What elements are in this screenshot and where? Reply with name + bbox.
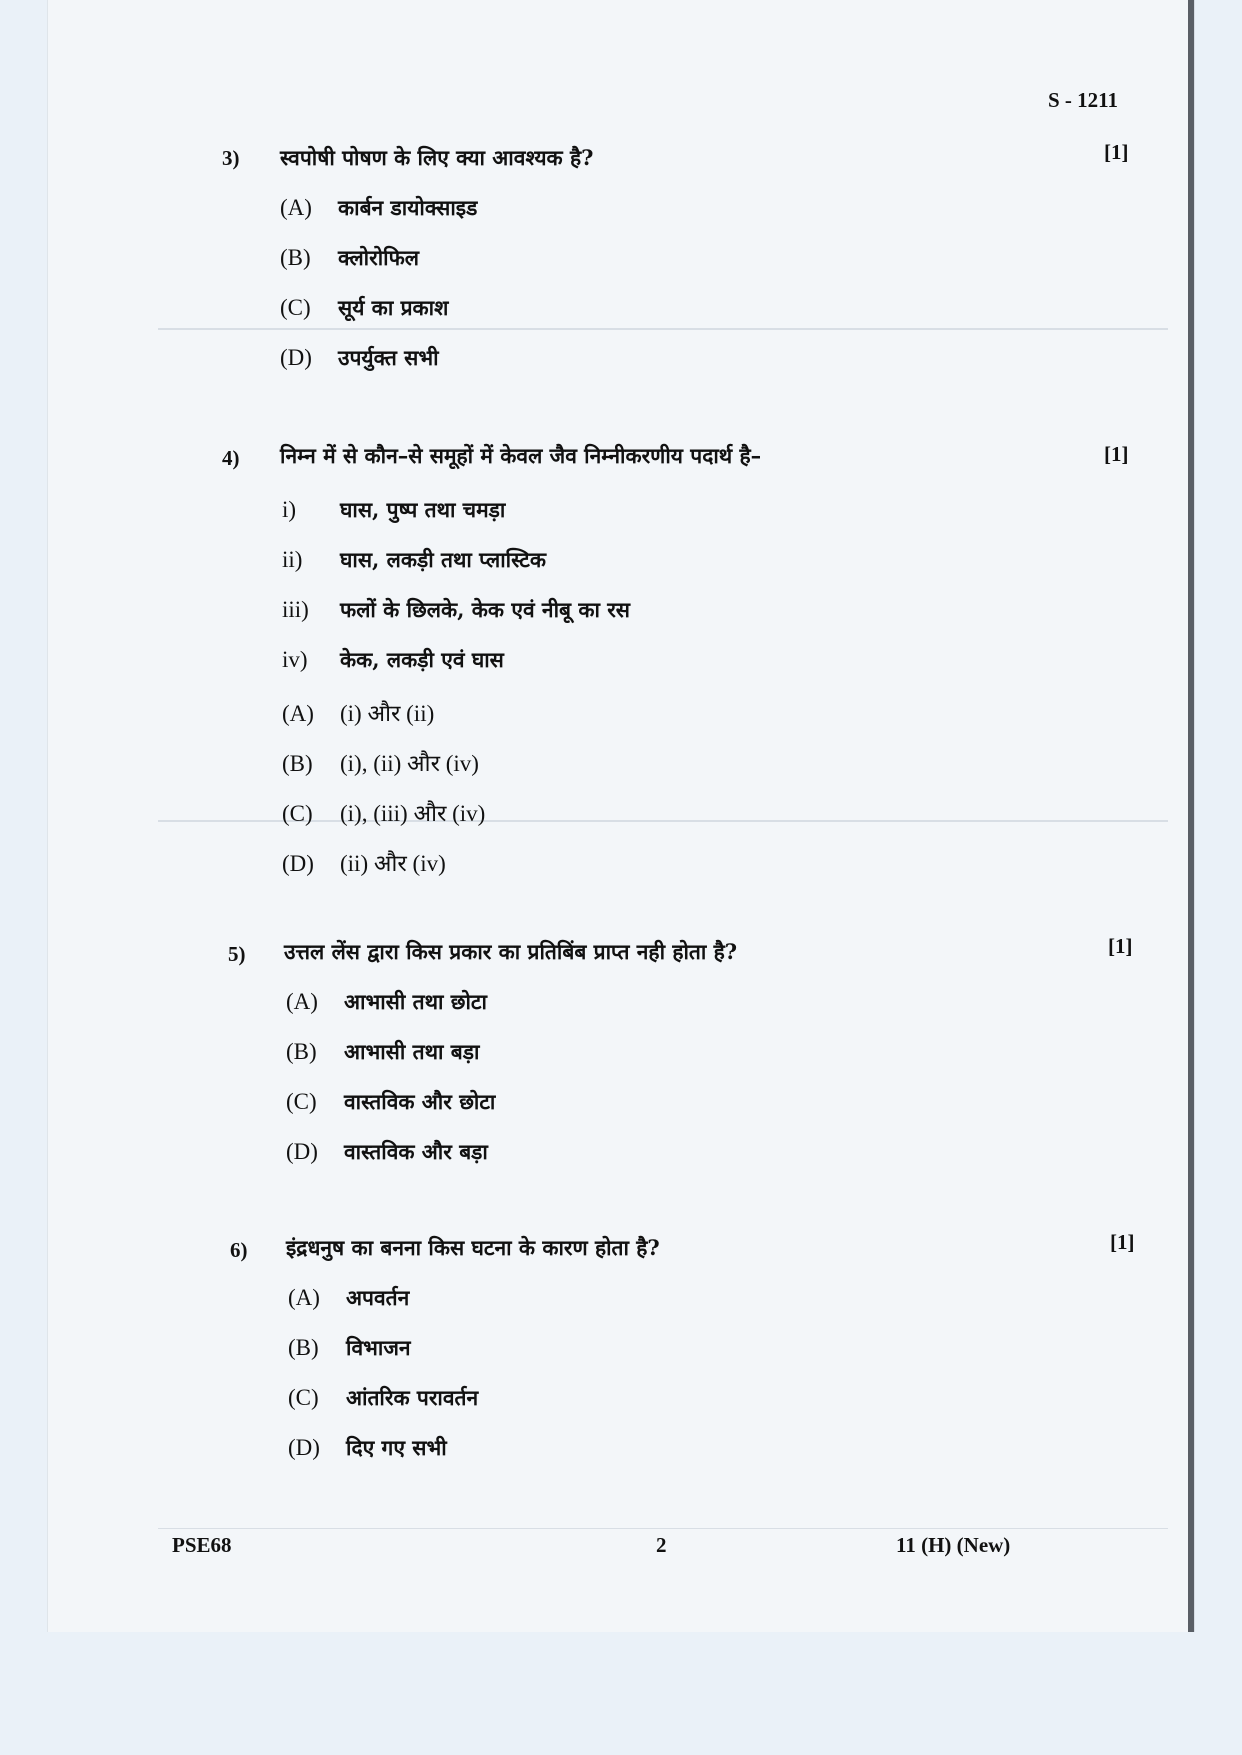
option-c: [280, 294, 448, 322]
question-marks: [1]: [1108, 934, 1133, 958]
option-text: सूर्य का प्रकाश: [338, 295, 449, 320]
sub-item: [282, 496, 505, 524]
option-d: [282, 846, 446, 878]
sub-item: [282, 646, 504, 674]
option-label: (B): [286, 1039, 317, 1064]
option-text: (i), (iii) और (iv): [340, 801, 486, 826]
option-c: [288, 1384, 478, 1412]
question-marks: [1]: [1104, 140, 1129, 164]
option-label: (D): [280, 345, 312, 370]
option-label: (A): [288, 1285, 320, 1310]
option-text: विभाजन: [346, 1335, 411, 1360]
question-text: निम्न में से कौन–से समूहों में केवल जैव निम्नीकरणीय पदार्थ है–: [280, 443, 762, 468]
question-marks: [1]: [1110, 1230, 1135, 1254]
sub-item-label: ii): [282, 547, 303, 572]
option-text: आंतरिक परावर्तन: [346, 1385, 479, 1410]
option-label: (D): [282, 851, 314, 876]
option-a: [282, 696, 434, 728]
option-text: दिए गए सभी: [346, 1435, 447, 1460]
question-marks: [1]: [1104, 442, 1129, 466]
option-d: [280, 344, 439, 372]
sub-item-text: घास, लकड़ी तथा प्लास्टिक: [340, 547, 547, 572]
sub-item-text: घास, पुष्प तथा चमड़ा: [340, 497, 506, 522]
sub-item-text: केक, लकड़ी एवं घास: [340, 647, 504, 672]
footer-page-number: 2: [656, 1533, 667, 1557]
question-number: 5): [228, 942, 246, 966]
option-text: अपवर्तन: [346, 1285, 410, 1310]
sub-item-label: iii): [282, 597, 309, 622]
option-c: [286, 1088, 495, 1116]
option-label: (D): [288, 1435, 320, 1460]
question-number: 4): [222, 446, 240, 470]
option-a: [286, 988, 487, 1016]
option-b: [280, 244, 419, 272]
sub-item: [282, 596, 630, 624]
question-number: 6): [230, 1238, 248, 1262]
option-text: क्लोरोफिल: [338, 245, 420, 270]
question-number: 3): [222, 146, 240, 170]
sub-item-label: iv): [282, 647, 308, 672]
option-text: वास्तविक और बड़ा: [344, 1139, 488, 1164]
option-label: (B): [282, 751, 313, 776]
option-text: (ii) और (iv): [340, 851, 446, 876]
footer-series-code: PSE68: [172, 1533, 232, 1557]
footer-paper-code: 11 (H) (New): [896, 1533, 1011, 1557]
option-label: (A): [282, 701, 314, 726]
option-text: (i), (ii) और (iv): [340, 751, 479, 776]
option-label: (C): [282, 801, 313, 826]
option-text: (i) और (ii): [340, 701, 435, 726]
option-label: (C): [288, 1385, 319, 1410]
option-b: [288, 1334, 411, 1362]
option-text: कार्बन डायोक्साइड: [338, 195, 478, 220]
show-through-rule: [158, 1528, 1168, 1529]
option-text: आभासी तथा छोटा: [344, 989, 487, 1014]
option-label: (B): [280, 245, 311, 270]
sub-item: [282, 546, 546, 574]
question-text: इंद्रधनुष का बनना किस घटना के कारण होता है?: [286, 1235, 660, 1260]
sub-item-text: फलों के छिलके, केक एवं नीबू का रस: [340, 597, 630, 622]
option-label: (A): [280, 195, 312, 220]
paper-code: S - 1211: [1048, 88, 1119, 112]
exam-page: [48, 0, 1194, 1632]
option-label: (B): [288, 1335, 319, 1360]
option-text: आभासी तथा बड़ा: [344, 1039, 480, 1064]
show-through-rule: [158, 328, 1168, 330]
option-label: (C): [280, 295, 311, 320]
option-b: [282, 746, 479, 778]
option-label: (A): [286, 989, 318, 1014]
sub-item-label: i): [282, 497, 297, 522]
option-b: [286, 1038, 479, 1066]
option-label: (D): [286, 1139, 318, 1164]
option-c: [282, 796, 485, 828]
option-text: उपर्युक्त सभी: [338, 345, 439, 370]
question-text: स्वपोषी पोषण के लिए क्या आवश्यक है?: [280, 145, 594, 170]
question-text: उत्तल लेंस द्वारा किस प्रकार का प्रतिबिंब प्राप्त नही होता है?: [284, 939, 738, 964]
option-text: वास्तविक और छोटा: [344, 1089, 496, 1114]
option-d: [288, 1434, 447, 1462]
option-d: [286, 1138, 488, 1166]
option-a: [288, 1284, 409, 1312]
option-a: [280, 194, 477, 222]
option-label: (C): [286, 1089, 317, 1114]
page-edge: [1188, 0, 1194, 1632]
